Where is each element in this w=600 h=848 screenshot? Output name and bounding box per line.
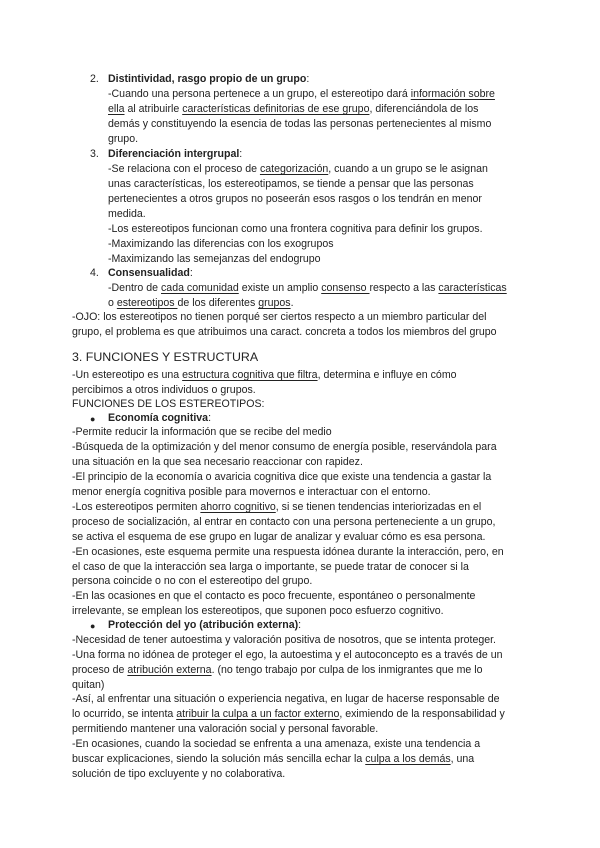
bullet-title-colon: :: [298, 619, 302, 631]
text-line: quitan): [72, 679, 105, 691]
bullet-title-colon: :: [208, 412, 212, 424]
item-title-text: Consensualidad: [108, 267, 190, 279]
item-title-colon: :: [306, 73, 310, 85]
text-span: -Dentro de: [108, 282, 161, 294]
text-line: [108, 162, 488, 178]
text-span: buscar explicaciones, siendo la solución más sencilla echar la: [72, 753, 366, 765]
underlined-text: información sobre: [410, 88, 495, 100]
text-line: solución de tipo excluyente y no colaborativa.: [72, 768, 286, 780]
underlined-text: culpa a los demás: [365, 753, 451, 765]
text-span: , diferenciándola de los: [369, 103, 479, 115]
text-span: existe un amplio: [238, 282, 322, 294]
bullet-title: [108, 618, 301, 634]
text-line: se activa el esquema de ese grupo en lugar de analizar y evaluar cómo es esa persona.: [72, 531, 486, 543]
text-line: permitiendo mantener una valoración social y personal favorable.: [72, 723, 379, 735]
underlined-text: características definitorias de ese grupo: [182, 103, 370, 115]
item-title-colon: :: [189, 267, 193, 279]
item-title-colon: :: [239, 148, 243, 160]
text-line: [72, 752, 474, 768]
text-span: -Los estereotipos permiten: [72, 501, 201, 513]
underlined-text: cada comunidad: [161, 282, 239, 294]
underlined-text: ahorro cognitivo: [200, 501, 276, 513]
text-line: medida.: [108, 208, 146, 220]
list-number: 4.: [90, 267, 99, 279]
text-span: , si se tienen tendencias interiorizadas en el: [275, 501, 482, 513]
text-line: persona coincide o no con el estereotipo del grupo.: [72, 575, 313, 587]
item-title-text: Diferenciación intergrupal: [108, 148, 240, 160]
text-span: .: [290, 297, 294, 309]
text-line: [72, 663, 482, 679]
text-span: , una: [450, 753, 475, 765]
text-line: una situación en la que sea necesario reaccionar con rapidez.: [72, 456, 363, 468]
underlined-text: atribuir la culpa a un factor externo: [176, 708, 340, 720]
list-item-title: [108, 72, 309, 88]
text-span: o: [108, 297, 117, 309]
bullet-icon: ●: [90, 621, 96, 631]
underlined-text: características: [438, 282, 507, 294]
note-line: -OJO: los estereotipos no tienen porqué ser ciertos respecto a un miembro particular del: [72, 311, 487, 323]
underlined-text: estructura cognitiva que filtra: [182, 369, 318, 381]
bullet-icon: ●: [90, 414, 96, 424]
text-line: [72, 707, 505, 723]
text-span: -Se relaciona con el proceso de: [108, 163, 260, 175]
text-line: -El principio de la economía o avaricia cognitiva dice que existe una tendencia a gastar la: [72, 471, 492, 483]
text-span: , cuando a un grupo se le asignan: [328, 163, 488, 175]
text-span: , determina e influye en cómo: [317, 369, 457, 381]
section-heading: 3. FUNCIONES Y ESTRUCTURA: [72, 350, 259, 364]
underlined-text: consenso: [321, 282, 370, 294]
bullet-title-text: Protección del yo (atribución externa): [108, 619, 299, 631]
note-line: grupo, el problema es que atribuimos una caract. concreta a todos los miembros del grupo: [72, 326, 497, 338]
underlined-text: grupos: [258, 297, 291, 309]
text-line: -Búsqueda de la optimización y del menor consumo de energía posible, reservándola para: [72, 441, 497, 453]
list-item-title: [108, 266, 193, 282]
text-span: -Un estereotipo es una: [72, 369, 183, 381]
text-span: respecto a las: [369, 282, 439, 294]
text-line: [72, 500, 481, 516]
text-line: -En ocasiones, este esquema permite una respuesta idónea durante la interacción, pero, en: [72, 546, 504, 558]
text-span: de los diferentes: [177, 297, 259, 309]
text-line: [108, 87, 495, 103]
text-line: -Permite reducir la información que se recibe del medio: [72, 426, 332, 438]
text-line: el caso de que la interacción sea larga o importante, se puede tratar de conocer si la: [72, 561, 469, 573]
text-line: -Los estereotipos funcionan como una frontera cognitiva para definir los grupos.: [108, 223, 483, 235]
text-line: demás y constituyendo la esencia de todas las personas pertenecientes al mismo: [108, 118, 492, 130]
text-line: menor energía cognitiva posible para movernos e interactuar con el entorno.: [72, 486, 431, 498]
text-span: . (no tengo trabajo por culpa de los inmigrantes que me lo: [211, 664, 483, 676]
text-line: -Maximizando las diferencias con los exogrupos: [108, 238, 334, 250]
list-item-title: [108, 147, 242, 163]
underlined-text: ella: [108, 103, 125, 115]
text-line: unas características, los estereotipamos, se tiende a pensar que las personas: [108, 178, 474, 190]
text-line: [108, 281, 507, 297]
text-span: -Cuando una persona pertenece a un grupo, el estereotipo dará: [108, 88, 411, 100]
item-title-text: Distintividad, rasgo propio de un grupo: [108, 73, 307, 85]
underlined-text: atribución externa: [127, 664, 212, 676]
text-line: -Maximizando las semejanzas del endogrupo: [108, 253, 321, 265]
text-line: -Así, al enfrentar una situación o experiencia negativa, en lugar de hacerse responsable de: [72, 693, 500, 705]
list-number: 3.: [90, 148, 99, 160]
text-span: al atribuirle: [124, 103, 183, 115]
list-number: 2.: [90, 73, 99, 85]
text-line: irrelevante, se emplean los estereotipos, que suponen poco esfuerzo cognitivo.: [72, 605, 444, 617]
text-span: , eximiendo de la responsabilidad y: [339, 708, 505, 720]
subheading: FUNCIONES DE LOS ESTEREOTIPOS:: [72, 398, 265, 410]
text-line: [108, 102, 478, 118]
text-line: -En las ocasiones en que el contacto es poco frecuente, espontáneo o personalmente: [72, 590, 476, 602]
text-line: percibimos a otros individuos o grupos.: [72, 384, 256, 396]
text-line: grupo.: [108, 133, 139, 145]
text-line: proceso de socialización, al entrar en contacto con una persona perteneciente a un grupo,: [72, 516, 496, 528]
text-span: lo ocurrido, se intenta: [72, 708, 177, 720]
text-span: proceso de: [72, 664, 128, 676]
text-line: -Una forma no idónea de proteger el ego, la autoestima y el autoconcepto es a través de un: [72, 649, 503, 661]
bullet-title-text: Economía cognitiva: [108, 412, 209, 424]
text-line: -Necesidad de tener autoestima y valoración positiva de nosotros, que se intenta proteger.: [72, 634, 497, 646]
text-line: [72, 368, 457, 384]
underlined-text: categorización: [259, 163, 329, 175]
text-line: pertenecientes a otros grupos no poseerán esos rasgos o los tendrán en menor: [108, 193, 482, 205]
text-line: -En ocasiones, cuando la sociedad se enfrenta a una amenaza, existe una tendencia a: [72, 738, 481, 750]
underlined-text: estereotipos: [116, 297, 178, 309]
